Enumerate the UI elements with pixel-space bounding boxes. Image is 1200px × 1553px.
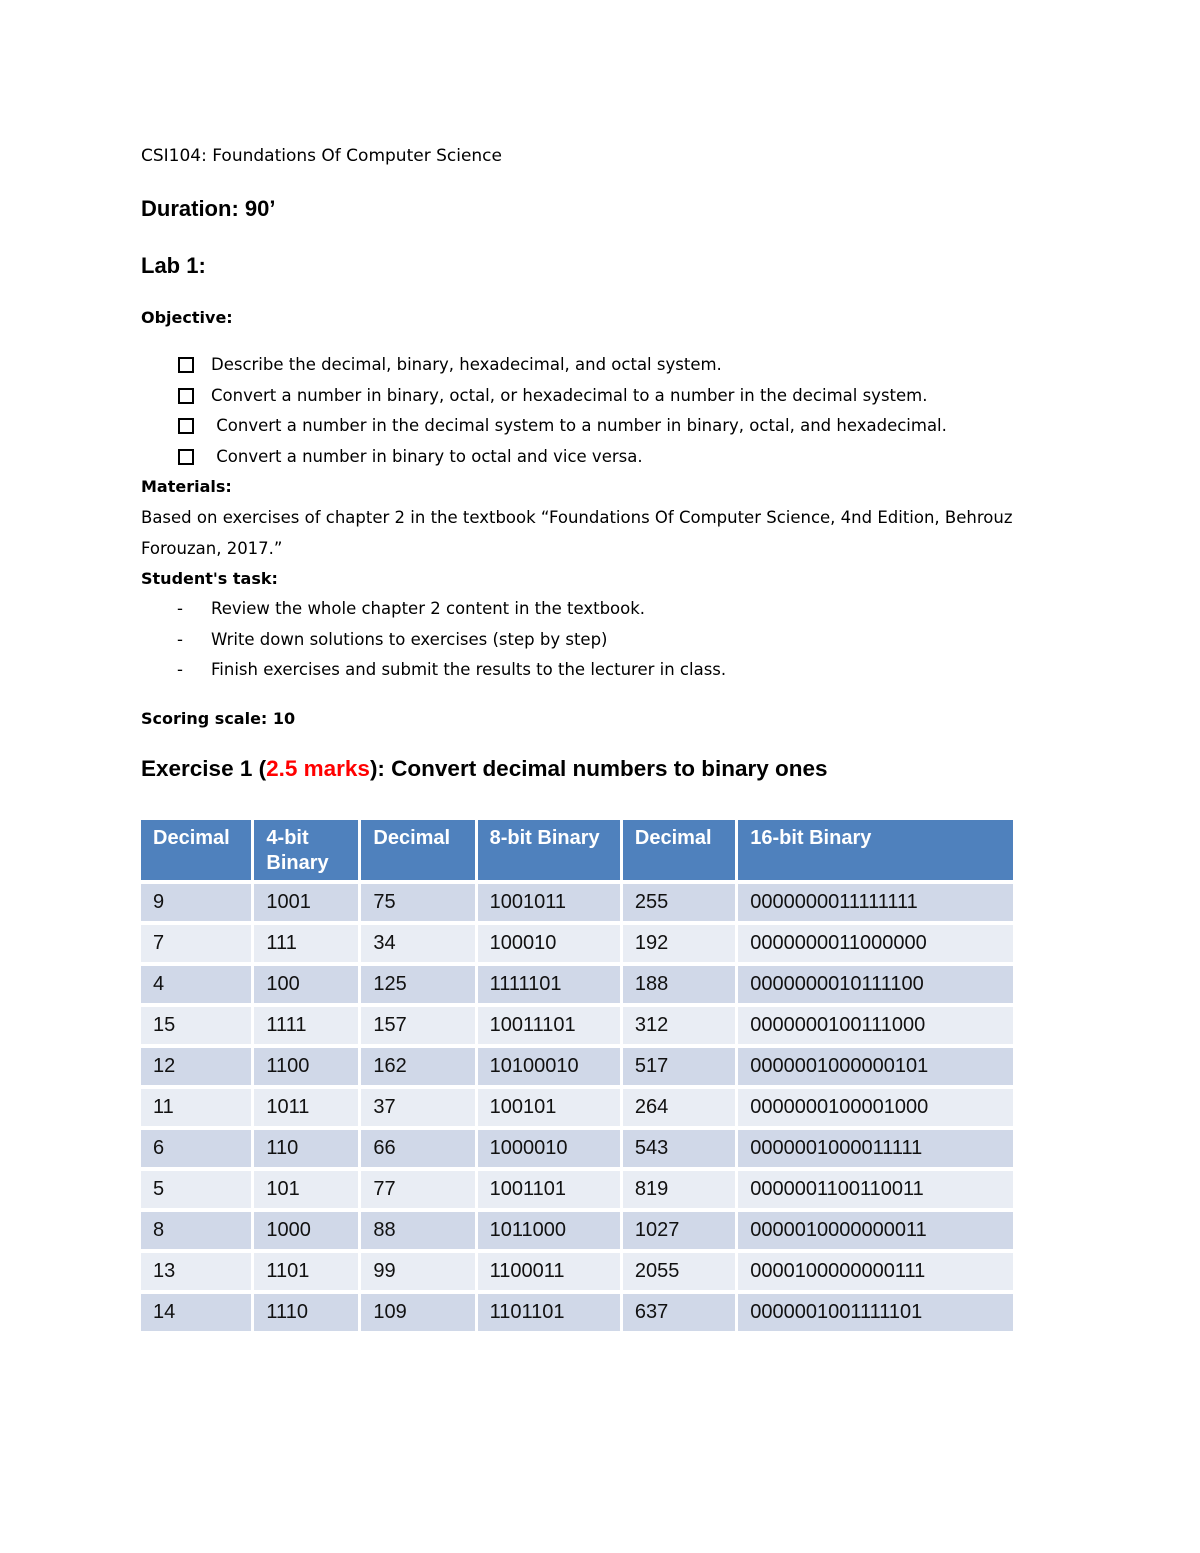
table-row bbox=[141, 884, 1013, 921]
table-cell: 100010 bbox=[478, 925, 620, 962]
header-8bit-binary: 8-bit Binary bbox=[478, 820, 620, 880]
table-cell: 111 bbox=[254, 925, 358, 962]
table-cell: 1110 bbox=[254, 1294, 358, 1331]
table-cell: 0000001001111101 bbox=[738, 1294, 1013, 1331]
table-cell: 9 bbox=[141, 884, 251, 921]
table-cell: 37 bbox=[361, 1089, 474, 1126]
table-cell: 819 bbox=[623, 1171, 735, 1208]
table-cell: 4 bbox=[141, 966, 251, 1003]
table-cell: 188 bbox=[623, 966, 735, 1003]
exercise-heading: Exercise 1 (2.5 marks): Convert decimal numbers to binary ones bbox=[141, 755, 828, 781]
table-cell: 14 bbox=[141, 1294, 251, 1331]
table-cell: 0000001000000101 bbox=[738, 1048, 1013, 1085]
header-16bit-binary: 16-bit Binary bbox=[738, 820, 1013, 880]
table-cell: 0000000100001000 bbox=[738, 1089, 1013, 1126]
document-page bbox=[141, 140, 1021, 786]
table-cell: 2055 bbox=[623, 1253, 735, 1290]
objective-item: Convert a number in binary to octal and vice versa. bbox=[141, 442, 1021, 473]
table-cell: 1011 bbox=[254, 1089, 358, 1126]
table-cell: 99 bbox=[361, 1253, 474, 1290]
table-cell: 88 bbox=[361, 1212, 474, 1249]
table-cell: 6 bbox=[141, 1130, 251, 1167]
table-cell: 1000 bbox=[254, 1212, 358, 1249]
materials-label: Materials: bbox=[141, 477, 232, 496]
table-cell: 100 bbox=[254, 966, 358, 1003]
materials-text: Based on exercises of chapter 2 in the textbook “Foundations Of Computer Science, 4nd Edition, Behrouz Forouzan, 2017.” bbox=[141, 508, 1013, 558]
checkbox-icon bbox=[178, 418, 194, 434]
task-item: - Finish exercises and submit the results to the lecturer in class. bbox=[141, 655, 1021, 686]
task-item: - Review the whole chapter 2 content in the textbook. bbox=[141, 594, 1021, 625]
table-row bbox=[141, 925, 1013, 962]
dash-bullet: - bbox=[177, 629, 183, 649]
table-cell: 66 bbox=[361, 1130, 474, 1167]
header-4bit-binary: 4-bit Binary bbox=[254, 820, 358, 880]
header-decimal: Decimal bbox=[361, 820, 474, 880]
objectives-list bbox=[141, 350, 1021, 472]
table-cell: 192 bbox=[623, 925, 735, 962]
table-row bbox=[141, 1130, 1013, 1167]
course-title: CSI104: Foundations Of Computer Science bbox=[141, 146, 502, 166]
table-cell: 1001101 bbox=[478, 1171, 620, 1208]
table-cell: 1001 bbox=[254, 884, 358, 921]
table-cell: 125 bbox=[361, 966, 474, 1003]
table-cell: 264 bbox=[623, 1089, 735, 1126]
checkbox-icon bbox=[178, 357, 194, 373]
table-cell: 255 bbox=[623, 884, 735, 921]
header-decimal: Decimal bbox=[141, 820, 251, 880]
table-cell: 75 bbox=[361, 884, 474, 921]
table-row bbox=[141, 1253, 1013, 1290]
table-cell: 1027 bbox=[623, 1212, 735, 1249]
table-cell: 0000001100110011 bbox=[738, 1171, 1013, 1208]
table-cell: 34 bbox=[361, 925, 474, 962]
table-cell: 517 bbox=[623, 1048, 735, 1085]
table-cell: 1100 bbox=[254, 1048, 358, 1085]
table-header-row bbox=[141, 820, 1013, 880]
table-cell: 1011000 bbox=[478, 1212, 620, 1249]
table-cell: 7 bbox=[141, 925, 251, 962]
dash-bullet: - bbox=[177, 599, 183, 618]
table-cell: 1111101 bbox=[478, 966, 620, 1003]
table-cell: 0000100000000111 bbox=[738, 1253, 1013, 1290]
table-cell: 110 bbox=[254, 1130, 358, 1167]
table-cell: 312 bbox=[623, 1007, 735, 1044]
table-cell: 543 bbox=[623, 1130, 735, 1167]
table-cell: 109 bbox=[361, 1294, 474, 1331]
dash-bullet: - bbox=[177, 660, 183, 679]
lab-heading: Lab 1: bbox=[141, 253, 206, 278]
table-row bbox=[141, 1007, 1013, 1044]
table-row bbox=[141, 1089, 1013, 1126]
table-cell: 0000010000000011 bbox=[738, 1212, 1013, 1249]
table-row bbox=[141, 1048, 1013, 1085]
table-cell: 15 bbox=[141, 1007, 251, 1044]
objective-item: Convert a number in the decimal system to a number in binary, octal, and hexadecimal. bbox=[141, 411, 1021, 442]
table-row bbox=[141, 1294, 1013, 1331]
table-body bbox=[141, 884, 1013, 1331]
exercise-marks: 2.5 marks bbox=[266, 755, 370, 781]
table-cell: 0000001000011111 bbox=[738, 1130, 1013, 1167]
table-cell: 0000000011111111 bbox=[738, 884, 1013, 921]
table-cell: 1101101 bbox=[478, 1294, 620, 1331]
checkbox-icon bbox=[178, 449, 194, 465]
checkbox-icon bbox=[178, 388, 194, 404]
table-row bbox=[141, 1171, 1013, 1208]
table-cell: 1100011 bbox=[478, 1253, 620, 1290]
table-cell: 1001011 bbox=[478, 884, 620, 921]
task-label: Student's task: bbox=[141, 569, 278, 588]
objective-item: Describe the decimal, binary, hexadecimal, and octal system. bbox=[141, 350, 1021, 381]
table-cell: 100101 bbox=[478, 1089, 620, 1126]
tasks-list bbox=[141, 594, 1021, 686]
table-cell: 12 bbox=[141, 1048, 251, 1085]
table-cell: 1101 bbox=[254, 1253, 358, 1290]
table-cell: 162 bbox=[361, 1048, 474, 1085]
objective-item: Convert a number in binary, octal, or hexadecimal to a number in the decimal system. bbox=[141, 381, 1021, 412]
table-cell: 10011101 bbox=[478, 1007, 620, 1044]
table-cell: 1111 bbox=[254, 1007, 358, 1044]
table-cell: 157 bbox=[361, 1007, 474, 1044]
duration-heading: Duration: 90’ bbox=[141, 196, 276, 221]
table-cell: 5 bbox=[141, 1171, 251, 1208]
table-cell: 77 bbox=[361, 1171, 474, 1208]
table-cell: 0000000010111100 bbox=[738, 966, 1013, 1003]
table-cell: 0000000100111000 bbox=[738, 1007, 1013, 1044]
objective-label: Objective: bbox=[141, 308, 233, 327]
conversion-table bbox=[138, 816, 1016, 1335]
table-cell: 0000000011000000 bbox=[738, 925, 1013, 962]
table-cell: 13 bbox=[141, 1253, 251, 1290]
task-item: - Write down solutions to exercises (step by step) bbox=[141, 625, 1021, 656]
scoring-scale: Scoring scale: 10 bbox=[141, 708, 296, 728]
table-row bbox=[141, 966, 1013, 1003]
header-decimal: Decimal bbox=[623, 820, 735, 880]
table-row bbox=[141, 1212, 1013, 1249]
table-cell: 101 bbox=[254, 1171, 358, 1208]
table-cell: 8 bbox=[141, 1212, 251, 1249]
table-cell: 1000010 bbox=[478, 1130, 620, 1167]
table-cell: 10100010 bbox=[478, 1048, 620, 1085]
table-cell: 637 bbox=[623, 1294, 735, 1331]
table-cell: 11 bbox=[141, 1089, 251, 1126]
